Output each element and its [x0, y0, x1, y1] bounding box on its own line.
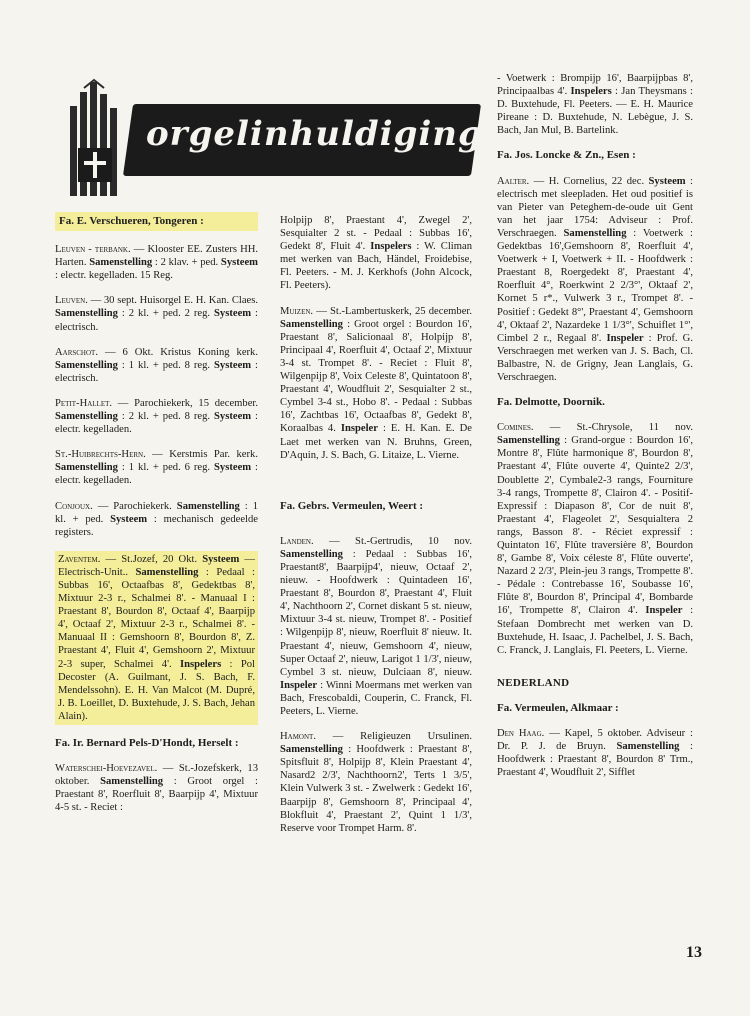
place-name: Zaventem.: [58, 553, 101, 565]
section-heading: NEDERLAND: [497, 676, 570, 689]
place-name: Muizen.: [280, 305, 314, 317]
list-item: Aalter. — H. Cornelius, 22 dec. Systeem : electrisch met sleepladen. Het oud positief is van Pieter van Peteghem-de-oude uit Gent van het jaar 1754: Adviseur : Prof. Verschraegen. Samenstelling : Voetwerk : Gedektbas 16',Gemshoorn 8', Roerfluit 4', Voetwerk + I, Voetwerk + II. - Hoofdwerk : Praestant 8, Roergedekt 8', Praestant 4', Roerfluit 4°, Roerkwint 2 2/3°', Oktaaf 2', Kornet 5 r*., Vulwerk 3 r., Trompet 8'. - Positief : Gedekt 8°', Praestant 4', Gemshoorn 4', Oktaaf 2', Nazardeke 1 1/3°', Schuiflet 1°', Cimbel 2 r., Regaal 8'. Inspeler : Prof. G. Verschraegen met werken van J. S. Bach, Cl. Balbastre, N. de Grigny, Jean Langlais, G. Verschraegen.: [497, 175, 694, 383]
page-number: 13: [686, 944, 702, 961]
place-name: Comines.: [497, 422, 534, 434]
list-item: Leuven. — 30 sept. Huisorgel E. H. Kan. Claes. Samenstelling : 2 kl. + ped. 2 reg. Systeem : electrisch.: [55, 295, 258, 333]
list-item: Landen. — St.-Gertrudis, 10 nov. Samenstelling : Pedaal : Subbas 16', Praestant8', Baarpijp4', nieuw, Octaaf 2', nieuw. - Hoofdwerk : Quintadeen 16', Praestant 8', Bourdon 8', Praestant 4', Fluit 4', Nachthoorn 2', Cornet diskant 5 st. nieuw, Mixtuur 3-4 st. nieuw, Trompet 8'. - Positief : Wilgenpijp 8', nieuw, Roerfluit 8' nieuw. It. Praestant 4', nieuw, Gemshoorn 4', nieuw, Super Octaaf 2', nieuw, Larigot 1 1/3', nieuw, Cymbel 3 st. nieuw, Dulciaan 8', nieuw. Inspeler : Winni Moermans met werken van Bach, Frescobaldi, Couperin, C. Franck, Fl. Peeters, L. Vierne.: [280, 535, 472, 717]
column-1: [55, 212, 258, 826]
place-name: Aalter.: [497, 175, 530, 187]
header-title: orgelinhuldigingen: [146, 114, 532, 154]
list-item: Waterschei-Hoevezavel. — St.-Jozefskerk, 13 oktober. Samenstelling : Groot orgel : Praestant 8', Roerfluit 8', Baarpijp 4', Mixtuur 4-5 st. - Reciet :: [55, 763, 258, 814]
firm-heading: Fa. Delmotte, Doornik.: [497, 396, 605, 409]
list-item: - Voetwerk : Brompijp 16', Baarpijpbas 8', Principaalbas 4'. Inspelers : Jan Theysmans : D. Buxtehude, Fl. Peeters. — E. H. Maurice Pireane : D. Buxtehude, N. Lebègue, J. S. Bach, Jan Mul, B. Bartelink.: [497, 73, 693, 137]
list-item: Leuven - terbank. — Klooster EE. Zusters HH. Harten. Samenstelling : 2 klav. + ped. Systeem : electr. kegelladen. 15 Reg.: [55, 244, 259, 282]
column-2: [280, 214, 472, 847]
firm-heading: Fa. Vermeulen, Alkmaar :: [497, 701, 619, 714]
list-item: Petit-Hallet. — Parochiekerk, 15 december. Samenstelling : 2 kl. + ped. 8 reg. Systeem : electr. kegelladen.: [55, 397, 258, 436]
place-name: Aarschot.: [55, 346, 98, 358]
place-name: Den Haag.: [497, 728, 545, 740]
place-name: Hamont.: [280, 731, 316, 743]
firm-heading: Fa. E. Verschueren, Tongeren :: [55, 212, 258, 231]
place-name: Conjoux.: [55, 500, 93, 512]
list-item: Muizen. — St.-Lambertuskerk, 25 december. Samenstelling : Groot orgel : Bourdon 16', Praestant 8', Salicionaal 8', Holpijp 8', Principaal 4', Roerfluit 4', Octaaf 2', Mixtuur 3-4 st. Trompet 8'. - Reciet : Fluit 8', Wilgenpijp 8', Voix Celeste 8', Quintatoon 8', Praestant 4', Woudfluit 2', Sesquialter 2 st., Cymbel 3-4 st., Hobo 8'. - Pedaal : Subbas 16', Zachtbas 16', Octaafbas 8', Gedekt 8', Koraalbas 4. Inspeler : E. H. Kan. E. De Laet met werken van N. Bruhns, Green, D'Aquin, J. S. Bach, G. Litaize, L. Vierne.: [280, 305, 473, 461]
place-name: Landen.: [280, 535, 314, 547]
place-name: Leuven - terbank.: [55, 244, 131, 256]
list-item: Hamont. — Religieuzen Ursulinen. Samenstelling : Hoofdwerk : Praestant 8', Spitsfluit 8', Holpijp 8', Klein Praestant 4', Nasard2 2/3', Nachthoorn2', Terts 1 3/5', Klein Vulwerk 3 st. - Zwelwerk : Gedekt 16', Baarpijp 8', Gemshoorn 8', Principaal 4', Blokfluit 4', Praestant 2', Quint 1 1/3', Reserve voor Trompet Harm. 8'.: [280, 731, 472, 834]
list-item: Den Haag. — Kapel, 5 oktober. Adviseur : Dr. P. J. de Bruyn. Samenstelling : Hoofdwerk : Praestant 8', Bourdon 8' Trm., Praestant 4', Woudfluit 2', Sifflet: [497, 728, 693, 779]
list-item: Comines. — St.-Chrysole, 11 nov. Samenstelling : Grand-orgue : Bourdon 16', Montre 8', Flûte harmonique 8', Bourdon 8', Praestant 4', Flûte ouverte 4', Quinte2 2/3', Doublette 2', Cymbale2-3 rangs, Fourniture 3-4 rangs, Trompette 8', Clairon 4'. - Positif-Expressif : Diapason 8', Cor de nuit 8', Praestant 4', Flageolet 2', Sesquialtera 2 rangs, Basson 8'. - Réciet expressif : Quintaton 16', Flûte traversière 8', Bourdon 8', Gambe 8', Voix céleste 8', Flûte ouverte', Nazard 2 2/3', Plein-jeu 3 rangs, Trompette 8'. - Pédale : Contrebasse 16', Soubasse 16', Flûte 8', Bourdon 8', Principal 4', Bombarde 16', Trompette 8', Clairon 4'. Inspeler : Stefaan Dombrecht met werken van D. Buxtehude, H. Isaac, J. Pachelbel, J. S. Bach, C. Franck, J. Langlais, Fl. Peeters, L. Vierne.: [497, 422, 694, 656]
list-item: Conjoux. — Parochiekerk. Samenstelling : 1 kl. + ped. Systeem : mechanisch gedeelde registers.: [55, 500, 258, 538]
place-name: Petit-Hallet.: [55, 397, 113, 409]
list-item: Aarschot. — 6 Okt. Kristus Koning kerk. Samenstelling : 1 kl. + ped. 8 reg. Systeem : electrisch.: [55, 346, 258, 384]
highlighted-entry: Zaventem. — St.Jozef, 20 Okt. Systeem — Electrisch-Unit.. Samenstelling : Pedaal : Subbas 16', Octaafbas 8', Gedektbas 8', Mixtuur 2-3 r., Schalmei 8'. - Manuaal I : Praestant 8', Bourdon 8', Octaaf 4', Baarpijp 4', Octaaf 2', Mixtuur 2-3 r., Schalmei 8'. - Manuaal II : Gemshoorn 8', Bourdon 8', Z. Praestant 4', Fluit 4', Gemshoorn 2', Mixtuur 2-3 super, Schalmei 4'. Inspelers : Pol Decoster (A. Guilmant, J. S. Bach, F. Mendelssohn). E. H. Van Malcot (M. Dupré, J. B. Loeillet, D. Buxtehude, J. S. Bach, Jehan Alain).: [55, 551, 258, 725]
firm-heading: Fa. Jos. Loncke & Zn., Esen :: [497, 149, 636, 162]
place-name: Leuven.: [55, 295, 88, 307]
firm-heading: Fa. Ir. Bernard Pels-D'Hondt, Herselt :: [55, 737, 239, 749]
column-3: [497, 72, 693, 791]
place-name: Waterschei-Hoevezavel.: [55, 763, 158, 775]
list-item: St.-Huibrechts-Hern. — Kerstmis Par. kerk. Samenstelling : 1 kl. + ped. 6 reg. Systeem : electr. kegelladen.: [55, 449, 258, 487]
list-item: Holpijp 8', Praestant 4', Zwegel 2', Sesquialter 2 st. - Pedaal : Subbas 16', Gedekt 8', Fluit 4'. Inspelers : W. Climan met werken van Bach, Händel, Froidebise, Fl. Peeters. - M. J. Kerkhofs (John Alcock, Fl. Peeters).: [280, 215, 472, 292]
firm-heading: Fa. Gebrs. Vermeulen, Weert :: [280, 499, 424, 512]
place-name: St.-Huibrechts-Hern.: [55, 449, 146, 461]
